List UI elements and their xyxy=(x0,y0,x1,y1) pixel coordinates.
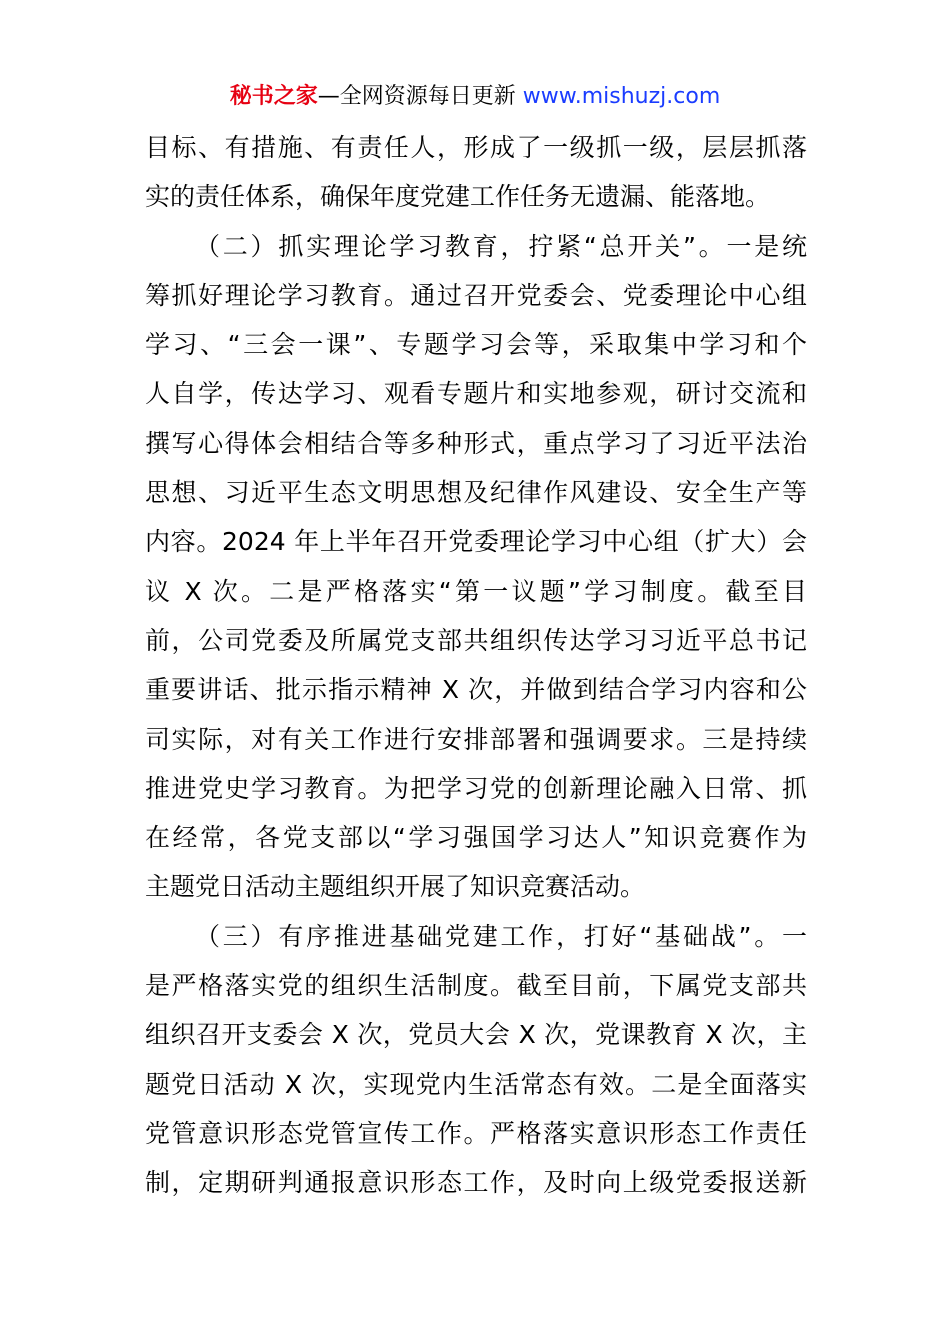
document-body xyxy=(145,123,807,1208)
text-line: 学习、“三会一课”、专题学习会等，采取集中学习和个 xyxy=(145,330,807,360)
text-line: 在经常，各党支部以“学习强国学习达人”知识竞赛作为 xyxy=(145,823,807,853)
text-line: 党管意识形态党管宣传工作。严格落实意识形态工作责任 xyxy=(145,1118,807,1148)
site-url[interactable]: www.mishuzj.com xyxy=(522,84,721,109)
header-tagline: —全网资源每日更新 xyxy=(317,84,516,109)
text-line: 司实际，对有关工作进行安排部署和强调要求。三是持续 xyxy=(145,724,807,754)
text-line: 筹抓好理论学习教育。通过召开党委会、党委理论中心组 xyxy=(145,280,807,310)
text-line: 主题党日活动主题组织开展了知识竞赛活动。 xyxy=(145,872,646,902)
text-line: 推进党史学习教育。为把学习党的创新理论融入日常、抓 xyxy=(145,773,807,803)
section-heading-line: （三）有序推进基础党建工作，打好“基础战”。一 xyxy=(195,921,807,951)
text-line: 制，定期研判通报意识形态工作，及时向上级党委报送新 xyxy=(145,1168,807,1198)
text-line: 撰写心得体会相结合等多种形式，重点学习了习近平法治 xyxy=(145,428,807,458)
brand-name: 秘书之家 xyxy=(229,84,318,109)
site-header xyxy=(0,80,950,114)
text-line: 内容。2024 年上半年召开党委理论学习中心组（扩大）会 xyxy=(145,527,807,557)
text-line: 议 X 次。二是严格落实“第一议题”学习制度。截至目 xyxy=(145,576,807,606)
text-line: 组织召开支委会 X 次，党员大会 X 次，党课教育 X 次，主 xyxy=(145,1020,807,1050)
section-heading-line: （二）抓实理论学习教育，拧紧“总开关”。一是统 xyxy=(195,231,807,261)
text-line: 是严格落实党的组织生活制度。截至目前，下属党支部共 xyxy=(145,971,807,1001)
text-line: 实的责任体系，确保年度党建工作任务无遗漏、能落地。 xyxy=(145,182,771,212)
text-line: 人自学，传达学习、观看专题片和实地参观，研讨交流和 xyxy=(145,379,807,409)
text-line: 题党日活动 X 次，实现党内生活常态有效。二是全面落实 xyxy=(145,1069,807,1099)
text-line: 重要讲话、批示指示精神 X 次，并做到结合学习内容和公 xyxy=(145,675,807,705)
text-line: 前，公司党委及所属党支部共组织传达学习习近平总书记 xyxy=(145,625,807,655)
text-line: 目标、有措施、有责任人，形成了一级抓一级，层层抓落 xyxy=(145,133,807,162)
text-line: 思想、习近平生态文明思想及纪律作风建设、安全生产等 xyxy=(145,478,807,508)
